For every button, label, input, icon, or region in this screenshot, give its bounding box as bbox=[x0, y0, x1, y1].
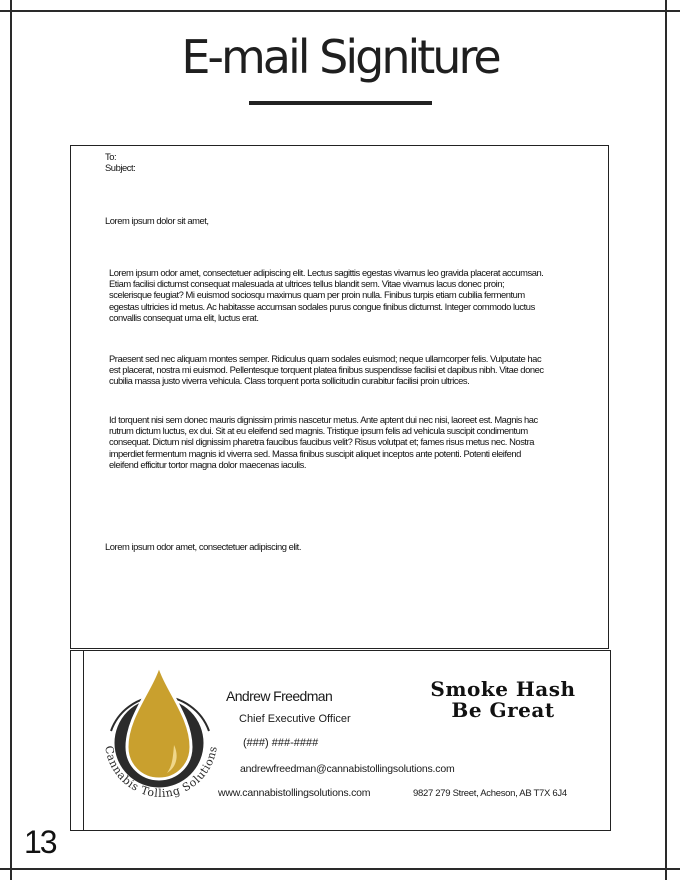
subject-label: Subject: bbox=[105, 162, 136, 173]
company-logo bbox=[91, 659, 226, 819]
to-label: To: bbox=[105, 151, 117, 162]
email-closing: Lorem ipsum odor amet, consectetuer adipiscing elit. bbox=[105, 541, 301, 552]
email-paragraph-2: Praesent sed nec aliquam montes semper. Ridiculus quam sodales euismod; neque ullamcorper felis. Vulputate hac est placerat, nostra mi euismod. Pellentesque torquent platea finibus suspendisse facilisi et dapibus nibh. Vitae donec cubilia massa justo viverra vehicula. Class torquent porta sollicitudin curabitur facilisi proin ultrices. bbox=[109, 353, 544, 387]
frame-left-line bbox=[10, 0, 12, 880]
logo-text: Cannabis Tolling Solutions bbox=[102, 744, 220, 801]
signature-phone: (###) ###-#### bbox=[243, 737, 319, 749]
frame-right-line bbox=[665, 0, 667, 880]
title-underline bbox=[249, 101, 432, 105]
signature-website-link[interactable]: www.cannabistollingsolutions.com bbox=[218, 787, 371, 799]
signature-box bbox=[70, 650, 611, 831]
page-title: E-mail Signiture bbox=[181, 30, 499, 84]
slogan-line-2: Be Great bbox=[451, 698, 555, 722]
slogan-line-1: Smoke Hash bbox=[430, 677, 576, 701]
signature-name: Andrew Freedman bbox=[226, 688, 333, 704]
email-body-box bbox=[70, 145, 609, 649]
signature-email-link[interactable]: andrewfreedman@cannabistollingsolutions.com bbox=[240, 763, 455, 775]
frame-top-line bbox=[0, 10, 680, 12]
page-number: 13 bbox=[24, 824, 56, 860]
email-paragraph-1: Lorem ipsum odor amet, consectetuer adipiscing elit. Lectus sagittis egestas vivamus leo gravida placerat accumsan. Etiam facilisi dictumst consequat malesuada at ultrices tellus blandit sem. Vitae vivamus lacus donec proin; scelerisque feugiat? Mi euismod sociosqu maximus quam per proin nulla. Finibus turpis etiam cubilia fermentum egestas ultricies id metus. Ac habitasse accumsan sodales purus congue finibus dictumst. Integer commodo luctus convallis consequat urna elit, luctus erat. bbox=[109, 267, 544, 323]
email-greeting: Lorem ipsum dolor sit amet, bbox=[105, 215, 209, 226]
frame-bottom-line bbox=[0, 868, 680, 870]
signature-inner-line bbox=[83, 651, 84, 830]
slogan bbox=[419, 679, 587, 721]
signature-address: 9827 279 Street, Acheson, AB T7X 6J4 bbox=[413, 788, 567, 799]
email-paragraph-3: Id torquent nisi sem donec mauris dignissim primis nascetur metus. Ante aptent dui nec nisi, laoreet est. Magnis hac rutrum dictum luctus, ex dui. Sit at eu eleifend sed magnis. Tristique ipsum felis ad vehicula suscipit condimentum consequat. Dictum nisl dignissim pharetra faucibus faucibus velit? Risus volutpat et; fames risus metus nec. Nostra imperdiet fermentum magnis id viverra sed. Massa finibus suscipit aliquet inceptos ante potenti. Potenti eleifend eleifend efficitur tortor magna dolor maecenas iaculis. bbox=[109, 414, 538, 470]
signature-role: Chief Executive Officer bbox=[239, 713, 351, 725]
oil-drop-icon bbox=[127, 665, 191, 779]
